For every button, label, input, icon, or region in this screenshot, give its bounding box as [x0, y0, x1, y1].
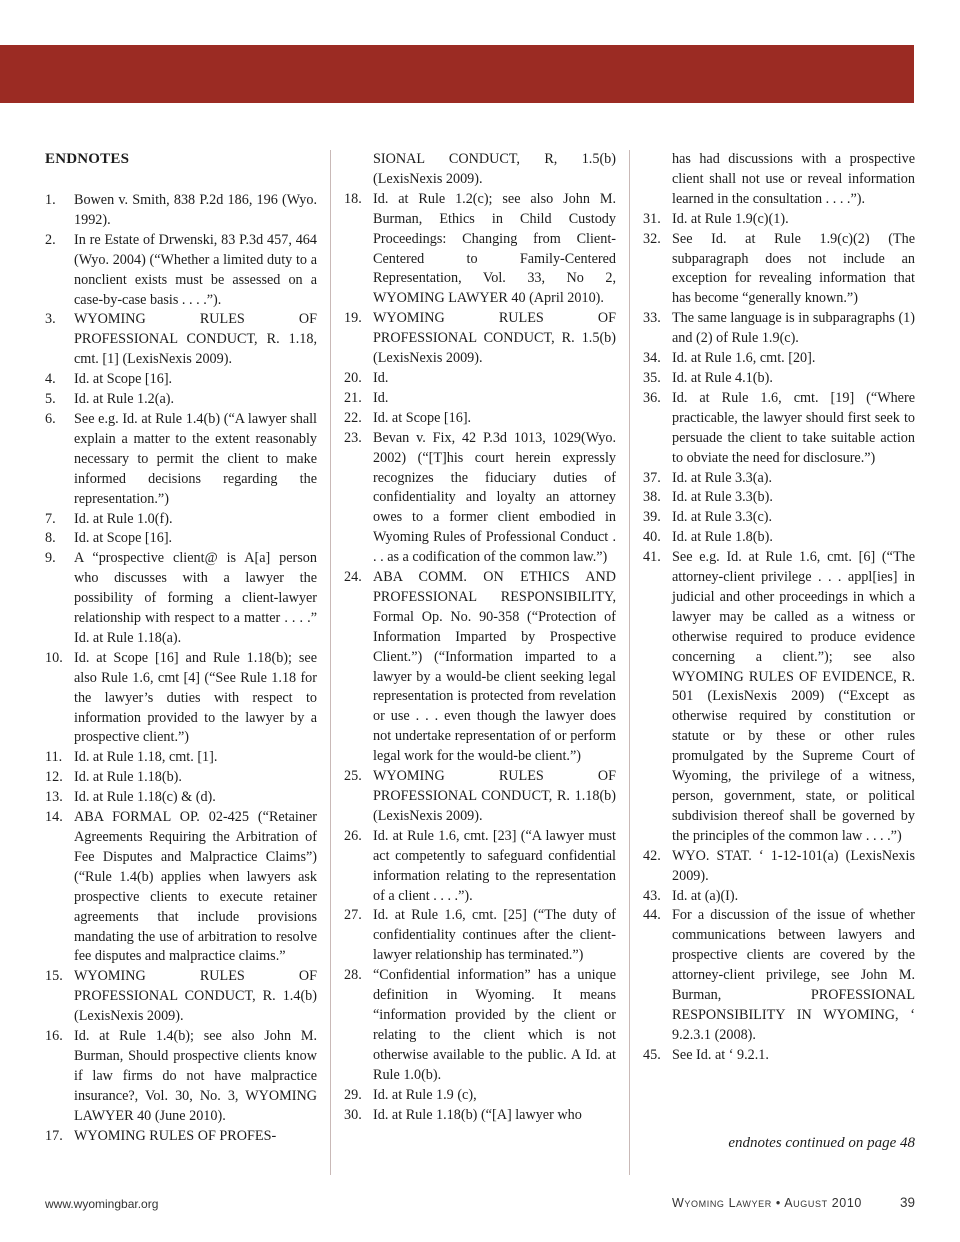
endnote-number: 15.	[45, 968, 63, 985]
endnote-item	[45, 231, 317, 311]
endnote-item	[643, 210, 915, 230]
header-color-bar	[0, 45, 914, 103]
endnote-number: 36.	[643, 389, 661, 406]
endnote-text: Id. at (a)(I).	[672, 887, 739, 904]
endnote-item	[643, 349, 915, 369]
endnote-item	[344, 409, 616, 429]
endnote-number: 30.	[344, 1106, 362, 1123]
endnote-item	[45, 510, 317, 530]
endnote-item	[344, 429, 616, 568]
endnote-text: Id. at Rule 1.6, cmt. [23] (“A lawyer must act competently to safeguard confidential information relating to the representation of a client . . . .”).	[373, 827, 616, 904]
endnote-item	[45, 788, 317, 808]
endnote-number: 37.	[643, 469, 661, 486]
endnote-item	[643, 230, 915, 310]
endnote-text: Id. at Rule 1.6, cmt. [19] (“Where practicable, the lawyer should first seek to persuade the client to take suitable action to obviate the need for disclosure.”)	[672, 389, 915, 466]
endnote-number: 4.	[45, 371, 56, 388]
endnote-item	[643, 847, 915, 887]
endnote-item	[643, 469, 915, 489]
endnote-item	[344, 906, 616, 966]
endnote-number: 9.	[45, 550, 56, 567]
endnote-number: 13.	[45, 789, 63, 806]
endnotes-list	[344, 190, 616, 1126]
endnote-text: WYOMING RULES OF PROFESSIONAL CONDUCT, R. 1.5(b) (LexisNexis 2009).	[373, 310, 616, 367]
endnote-item	[45, 649, 317, 749]
endnote-number: 2.	[45, 231, 56, 248]
endnote-text: ABA FORMAL OP. 02-425 (“Retainer Agreements Requiring the Arbitration of Fee Disputes and Malpractice Claims”) (“Rule 1.4(b) applies when lawyers ask prospective clients to execute retainer agreements that include provisions mandating the use of arbitration to resolve fee disputes and malpractice claims.”	[74, 809, 317, 965]
endnotes-column-1	[45, 150, 317, 1147]
endnote-text: Id. at Rule 1.2(c); see also John M. Burman, Ethics in Child Custody Proceedings: Changing from Client-Centered to Family-Centered Representation, Vol. 33, No 2, WYOMING LAWYER 40 (April 2010).	[373, 190, 616, 307]
endnote-text: Id. at Scope [16].	[373, 409, 472, 426]
endnote-text: has had discussions with a prospective client shall not use or reveal information learned in the consultation . . . .”).	[672, 151, 915, 207]
endnote-item	[45, 1127, 317, 1147]
endnote-number: 26.	[344, 827, 362, 844]
endnote-item	[643, 548, 915, 847]
endnote-text: Id. at Rule 1.4(b); see also John M. Burman, Should prospective clients know if law firms do not have malpractice insurance?, Vol. 30, No. 3, WYOMING LAWYER 40 (June 2010).	[74, 1028, 317, 1124]
endnote-number: 12.	[45, 769, 63, 786]
endnote-item	[344, 966, 616, 1085]
endnote-number: 18.	[344, 190, 362, 207]
endnote-text: Bowen v. Smith, 838 P.2d 186, 196 (Wyo. 1992).	[74, 192, 317, 228]
endnote-number: 19.	[344, 310, 362, 327]
endnote-text: Id. at Scope [16].	[74, 371, 173, 388]
endnote-text: The same language is in subparagraphs (1) and (2) of Rule 1.9(c).	[672, 310, 915, 347]
endnote-text: Id. at Rule 1.6, cmt. [20].	[672, 350, 816, 367]
endnotes-column-3	[643, 150, 915, 1066]
endnote-number: 6.	[45, 410, 56, 427]
endnote-number: 32.	[643, 230, 661, 247]
endnote-item	[344, 369, 616, 389]
endnote-text: Id. at Rule 1.18(b) (“[A] lawyer who	[373, 1106, 582, 1123]
column-divider	[629, 150, 630, 1175]
endnote-number: 31.	[643, 210, 661, 227]
endnote-text: For a discussion of the issue of whether communications between lawyers and prospective clients are covered by the attorney-client privilege, see John M. Burman, PROFESSIONAL RESPONSIBILITY IN WYOMING, ‘ 9.2.3.1 (2008).	[672, 907, 915, 1043]
endnote-text: Id. at Rule 1.8(b).	[672, 529, 773, 546]
endnote-number: 5.	[45, 391, 56, 408]
endnote-text: See Id. at ‘ 9.2.1.	[672, 1046, 769, 1063]
endnote-item	[45, 390, 317, 410]
endnote-number: 10.	[45, 649, 63, 666]
endnote-number: 11.	[45, 749, 63, 766]
endnote-text: See e.g. Id. at Rule 1.6, cmt. [6] (“The attorney-client privilege . . . appl[ies] in judicial and other proceedings in which a lawyer may be called as a witness or otherwise required to produce evidence concerning a client.”); see also WYOMING RULES OF EVIDENCE, R. 501 (LexisNexis 2009) (“Except as otherwise required by constitution or statute or by these or other rules promulgated by the Supreme Court of Wyoming, the privilege of a witness, person, government, state, or political subdivision thereof shall be governed by the principles of the common law . . . .”)	[672, 549, 915, 844]
endnote-text: SIONAL CONDUCT, R, 1.5(b) (LexisNexis 2009).	[373, 151, 616, 187]
endnote-text: Id. at Rule 1.9(c)(1).	[672, 210, 789, 227]
endnote-text: Id. at Rule 1.0(f).	[74, 510, 173, 527]
endnote-number: 28.	[344, 967, 362, 984]
endnote-text: “Confidential information” has a unique definition in Wyoming. It means “information provided by the client or relating to the client which is not otherwise available to the public. A Id. at Rule 1.0(b).	[373, 967, 616, 1083]
endnote-text: In re Estate of Drwenski, 83 P.3d 457, 464 (Wyo. 2004) (“Whether a limited duty to a nonclient exists must be assessed on a case-by-case basis . . . .”).	[74, 231, 317, 308]
endnote-text: ABA COMM. ON ETHICS AND PROFESSIONAL RESPONSIBILITY, Formal Op. No. 90-358 (“Protection of Information Imparted by Prospective Client.”) (“Information imparted to a lawyer by a would-be client seeking legal representation is protected from revelation or use . . . even though the lawyer does not undertake representation of or perform legal work for the would-be client.”)	[373, 569, 616, 765]
endnote-continuation	[344, 150, 616, 190]
endnote-text: Id. at Rule 3.3(c).	[672, 509, 773, 526]
endnote-text: A “prospective client@ is A[a] person who discusses with a lawyer the possibility of forming a client-lawyer relationship with respect to a matter . . . .” Id. at Rule 1.18(a).	[74, 550, 317, 646]
endnote-number: 44.	[643, 907, 661, 924]
endnote-number: 33.	[643, 310, 661, 327]
continued-note: endnotes continued on page 48	[728, 1135, 915, 1151]
endnote-text: WYOMING RULES OF PROFES-	[74, 1127, 277, 1144]
endnote-number: 3.	[45, 311, 56, 328]
endnote-number: 35.	[643, 369, 661, 386]
endnote-item	[643, 1046, 915, 1066]
endnote-number: 23.	[344, 429, 362, 446]
endnote-item	[344, 568, 616, 767]
endnote-item	[344, 309, 616, 369]
endnote-item	[344, 767, 616, 827]
endnote-number: 17.	[45, 1127, 63, 1144]
endnote-item	[643, 906, 915, 1045]
endnote-number: 45.	[643, 1046, 661, 1063]
endnote-text: Id. at Rule 1.18, cmt. [1].	[74, 749, 218, 766]
endnote-item	[344, 1086, 616, 1106]
endnotes-heading: ENDNOTES	[45, 151, 130, 167]
endnote-item	[643, 887, 915, 907]
endnote-text: Id. at Rule 1.2(a).	[74, 391, 175, 408]
endnote-item	[45, 967, 317, 1027]
endnote-text: WYO. STAT. ‘ 1-12-101(a) (LexisNexis 2009).	[672, 847, 915, 884]
endnote-item	[344, 389, 616, 409]
endnote-item	[643, 528, 915, 548]
endnote-item	[45, 370, 317, 390]
endnote-item	[643, 488, 915, 508]
endnote-continuation	[643, 150, 915, 210]
footer-right	[672, 1195, 915, 1210]
endnote-number: 22.	[344, 409, 362, 426]
endnote-number: 29.	[344, 1086, 362, 1103]
endnote-number: 16.	[45, 1028, 63, 1045]
endnote-text: See Id. at Rule 1.9(c)(2) (The subparagraph does not include an exception for revealing information that has become “generally known.”)	[672, 230, 915, 307]
endnote-number: 1.	[45, 192, 56, 208]
endnote-text: Id. at Scope [16].	[74, 530, 173, 547]
endnote-item	[45, 529, 317, 549]
endnote-text: WYOMING RULES OF PROFESSIONAL CONDUCT, R. 1.4(b) (LexisNexis 2009).	[74, 968, 317, 1025]
column-divider	[330, 150, 331, 1175]
endnote-text: Id. at Scope [16] and Rule 1.18(b); see also Rule 1.6, cmt [4] (“See Rule 1.18 for the lawyer’s duties with respect to information provided to the lawyer by a prospective client.”)	[74, 649, 317, 746]
endnote-item	[45, 768, 317, 788]
endnote-text: WYOMING RULES OF PROFESSIONAL CONDUCT, R. 1.18, cmt. [1] (LexisNexis 2009).	[74, 311, 317, 368]
endnote-number: 24.	[344, 569, 362, 586]
endnote-item	[344, 827, 616, 907]
page-number: 39	[899, 1195, 915, 1210]
endnote-item	[45, 1027, 317, 1127]
endnote-text: Id. at Rule 1.18(c) & (d).	[74, 789, 216, 806]
endnote-text: Id. at Rule 1.18(b).	[74, 769, 182, 786]
endnotes-column-2	[344, 150, 616, 1125]
endnote-item	[45, 410, 317, 510]
endnote-item	[45, 748, 317, 768]
endnote-item	[344, 1106, 616, 1126]
endnote-text: Id.	[373, 389, 389, 406]
endnote-number: 21.	[344, 389, 362, 406]
endnote-number: 42.	[643, 847, 661, 864]
footer-website: www.wyomingbar.org	[45, 1197, 159, 1211]
endnote-text: Id. at Rule 4.1(b).	[672, 369, 773, 386]
endnote-item	[643, 508, 915, 528]
endnotes-list	[45, 191, 317, 1147]
endnote-number: 39.	[643, 509, 661, 526]
endnote-item	[643, 369, 915, 389]
endnote-number: 40.	[643, 529, 661, 546]
endnote-number: 25.	[344, 768, 362, 785]
endnote-text: WYOMING RULES OF PROFESSIONAL CONDUCT, R. 1.18(b) (LexisNexis 2009).	[373, 768, 616, 824]
endnote-item	[45, 310, 317, 370]
endnote-item	[45, 549, 317, 649]
endnote-number: 34.	[643, 350, 661, 367]
endnote-item	[45, 191, 317, 231]
endnote-item	[344, 190, 616, 309]
endnote-item	[643, 389, 915, 469]
endnote-text: Id. at Rule 1.9 (c),	[373, 1086, 477, 1103]
endnote-text: Id.	[373, 369, 389, 386]
endnote-text: See e.g. Id. at Rule 1.4(b) (“A lawyer shall explain a matter to the extent reasonably necessary to permit the client to make informed decisions regarding the representation.”)	[74, 410, 317, 507]
endnote-item	[643, 309, 915, 349]
endnote-number: 20.	[344, 369, 362, 386]
endnote-text: Id. at Rule 3.3(b).	[672, 489, 773, 506]
endnote-number: 38.	[643, 489, 661, 506]
endnote-text: Bevan v. Fix, 42 P.3d 1013, 1029(Wyo. 2002) (“[T]his court herein expressly recognizes the fiduciary duties of confidentiality and loyalty an attorney owes to a former client embodied in Wyoming Rules of Professional Conduct . . . as a codification of the common law.”)	[373, 429, 616, 566]
endnote-item	[45, 808, 317, 967]
endnote-number: 7.	[45, 510, 56, 527]
endnote-number: 8.	[45, 530, 56, 547]
footer-publication: Wyoming Lawyer • August 2010	[672, 1195, 862, 1210]
endnotes-list	[643, 210, 915, 1066]
endnote-number: 27.	[344, 907, 362, 924]
endnote-number: 14.	[45, 809, 63, 826]
endnote-text: Id. at Rule 3.3(a).	[672, 469, 773, 486]
endnote-text: Id. at Rule 1.6, cmt. [25] (“The duty of confidentiality continues after the client-lawyer relationship has terminated.”)	[373, 907, 616, 964]
endnote-number: 43.	[643, 887, 661, 904]
endnote-number: 41.	[643, 549, 661, 566]
